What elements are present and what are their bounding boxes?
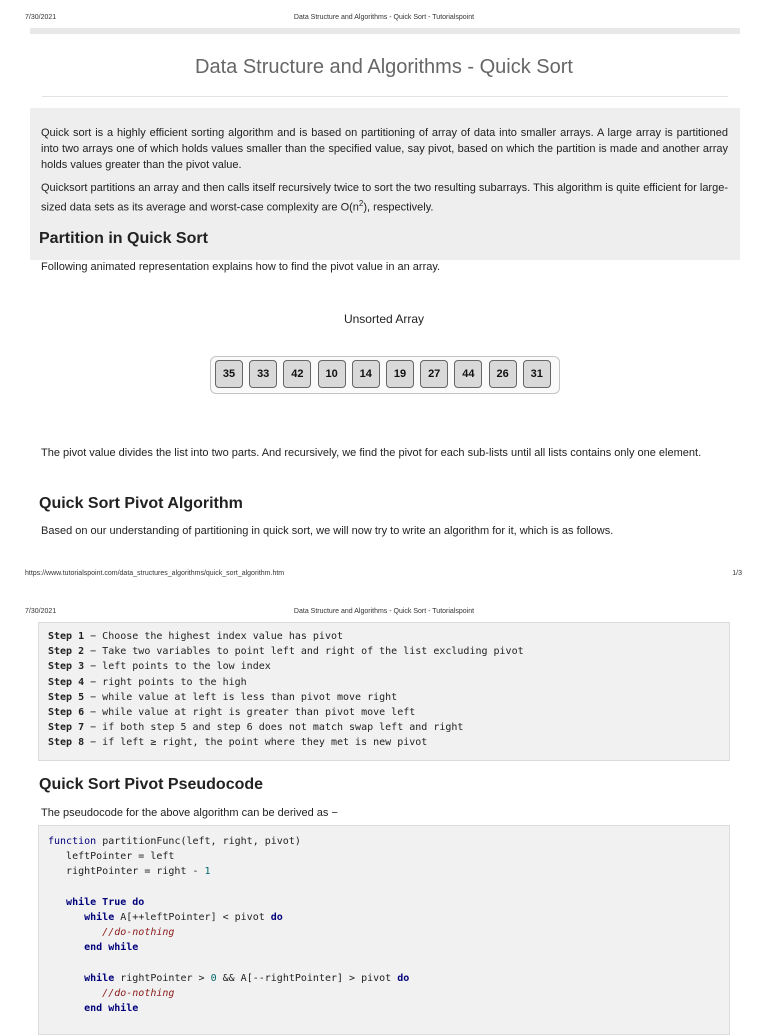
print-title: Data Structure and Algorithms - Quick Sort - Tutorialspoint <box>293 14 475 21</box>
step-label: Step 7 <box>48 722 85 734</box>
step-text: − while value at left is less than pivot move right <box>84 691 398 703</box>
algorithm-step <box>48 735 729 750</box>
array-cell: 14 <box>352 360 380 388</box>
code-line: while True do <box>48 896 145 908</box>
partition-description: Following animated representation explains how to find the pivot value in an array. <box>41 261 441 273</box>
array-cell: 27 <box>420 360 448 388</box>
intro-paragraph-2 <box>41 180 728 216</box>
array-frame <box>210 356 560 394</box>
step-label: Step 1 <box>48 631 85 642</box>
algorithm-step <box>48 705 729 720</box>
algorithm-steps-block <box>38 622 730 761</box>
array-cell: 26 <box>489 360 517 388</box>
intro-paragraph-2-text: Quicksort partitions an array and then calls itself recursively twice to sort the two resulting subarrays. This algorithm is quite efficient for large-sized data sets as its average and worst-case complexity are O(n <box>41 182 728 214</box>
top-bar <box>30 28 740 34</box>
step-label: Step 8 <box>48 737 85 749</box>
step-text: − if both step 5 and step 6 does not match swap left and right <box>84 722 464 734</box>
code-line <box>48 864 729 879</box>
pseudocode-block <box>38 825 730 1035</box>
footer-url[interactable]: https://www.tutorialspoint.com/data_structures_algorithms/quick_sort_algorithm.htm <box>25 570 285 577</box>
step-label: Step 3 <box>48 661 85 673</box>
code-line-blank <box>48 880 729 895</box>
code-line: end while <box>48 1003 139 1015</box>
code-text: A[++leftPointer] < pivot <box>114 911 271 923</box>
pseudocode-description: The pseudocode for the above algorithm can be derived as − <box>41 807 338 819</box>
code-number: 0 <box>210 972 217 984</box>
code-line-blank <box>48 956 729 971</box>
page-number: 1/3 <box>732 570 742 577</box>
array-cell: 33 <box>249 360 277 388</box>
superscript: 2 <box>358 199 364 208</box>
code-line <box>48 834 729 849</box>
code-keyword: function <box>48 836 97 847</box>
code-text: rightPointer > <box>114 972 211 984</box>
step-text: − Take two variables to point left and right of the list excluding pivot <box>84 646 524 658</box>
array-cell: 19 <box>386 360 414 388</box>
print-date-page2: 7/30/2021 <box>25 608 57 615</box>
array-cell: 42 <box>283 360 311 388</box>
title-divider <box>42 96 728 97</box>
code-comment: //do-nothing <box>48 987 175 999</box>
algorithm-step <box>48 675 729 690</box>
algorithm-step <box>48 644 729 659</box>
step-label: Step 2 <box>48 646 85 658</box>
code-keyword: while <box>84 911 115 923</box>
code-comment: //do-nothing <box>48 927 175 939</box>
array-cell: 31 <box>523 360 551 388</box>
array-cell: 10 <box>318 360 346 388</box>
pivot-description: The pivot value divides the list into two parts. And recursively, we find the pivot for each sub-lists until all lists contains only one element. <box>41 447 702 459</box>
code-indent <box>48 973 84 984</box>
heading-pseudocode: Quick Sort Pivot Pseudocode <box>39 776 264 793</box>
step-text: − Choose the highest index value has pivot <box>84 631 344 642</box>
code-line <box>48 910 729 925</box>
code-line: leftPointer = left <box>48 851 175 863</box>
intro-paragraph-2-end: ), respectively. <box>363 201 434 214</box>
step-text: − if left ≥ right, the point where they met is new pivot <box>84 737 428 749</box>
heading-partition: Partition in Quick Sort <box>39 230 208 247</box>
step-text: − right points to the high <box>84 676 247 688</box>
array-cell: 44 <box>454 360 482 388</box>
algorithm-step <box>48 720 729 735</box>
algorithm-description: Based on our understanding of partitioning in quick sort, we will now try to write an algorithm for it, which is as follows. <box>41 525 614 537</box>
code-line: end while <box>48 942 139 954</box>
code-keyword: do <box>270 911 283 923</box>
heading-algorithm: Quick Sort Pivot Algorithm <box>39 495 243 512</box>
code-indent <box>48 912 84 923</box>
array-title: Unsorted Array <box>343 312 425 326</box>
print-date: 7/30/2021 <box>25 14 57 21</box>
algorithm-step <box>48 690 729 705</box>
step-label: Step 6 <box>48 706 85 718</box>
algorithm-step <box>48 659 729 674</box>
print-title-page2: Data Structure and Algorithms - Quick Sort - Tutorialspoint <box>293 608 475 615</box>
algorithm-step <box>48 629 729 644</box>
code-keyword: do <box>397 972 410 984</box>
page-title: Data Structure and Algorithms - Quick Sort <box>195 56 573 78</box>
code-line <box>48 971 729 986</box>
code-text: partitionFunc(left, right, pivot) <box>96 836 301 847</box>
array-cell: 35 <box>215 360 243 388</box>
step-text: − while value at right is greater than pivot move left <box>84 706 416 718</box>
step-label: Step 5 <box>48 691 85 703</box>
code-text: rightPointer = right - <box>48 866 205 878</box>
intro-paragraph-1: Quick sort is a highly efficient sorting algorithm and is based on partitioning of array of data into smaller arrays. A large array is partitioned into two arrays one of which holds values smaller than the specified value, say pivot, based on which the partition is made and another array holds values greater than the pivot value. <box>41 127 728 171</box>
code-text: && A[--rightPointer] > pivot <box>216 972 398 984</box>
step-label: Step 4 <box>48 676 85 688</box>
code-keyword: while <box>84 972 115 984</box>
code-number: 1 <box>204 866 211 878</box>
step-text: − left points to the low index <box>84 661 271 673</box>
